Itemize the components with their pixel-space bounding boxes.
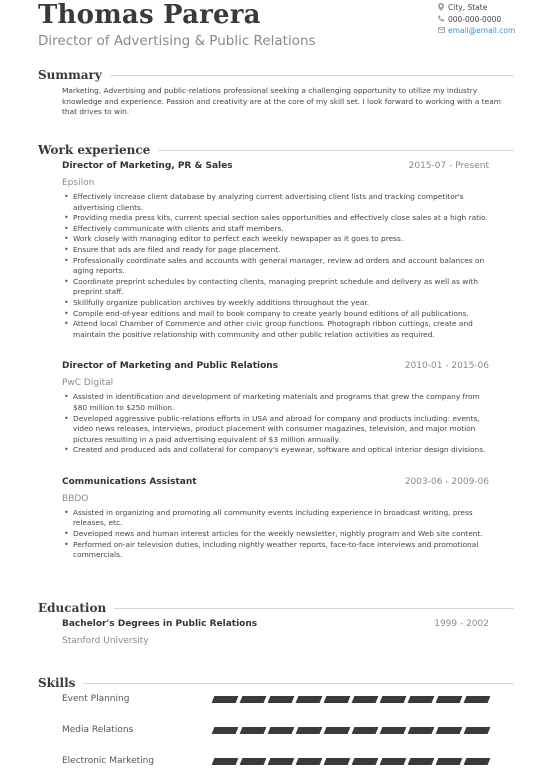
job-bullets [62, 508, 489, 561]
skill-row [62, 754, 489, 768]
education-entry [62, 619, 489, 648]
map-pin-icon [438, 3, 448, 13]
skill-level-segment [240, 727, 267, 734]
skill-row [62, 723, 489, 737]
skill-level-segment [408, 727, 435, 734]
candidate-title: Director of Advertising & Public Relations [38, 33, 316, 49]
skill-level-bar [213, 758, 489, 765]
location-text: City, State [448, 3, 488, 13]
skill-level-segment [352, 696, 379, 703]
job-entry [62, 477, 489, 561]
list-item: • Effectively increase client database by analyzing current advertising client lists and tracking competitor's advertising clients. [62, 192, 489, 213]
skill-level-segment [296, 727, 323, 734]
skill-level-segment [324, 727, 351, 734]
list-item: • Work closely with managing editor to perfect each weekly newspaper as it goes to press. [62, 234, 489, 245]
job-entry [62, 361, 489, 456]
skills-section [38, 676, 514, 776]
list-item: • Assisted in organizing and promoting all community events including experience in broadcast writing, press releases, etc. [62, 508, 489, 529]
skill-level-segment [436, 727, 463, 734]
skill-level-segment [408, 696, 435, 703]
school-name: Stanford University [62, 636, 149, 646]
email-link[interactable]: email@email.com [448, 26, 516, 36]
skill-level-segment [436, 758, 463, 765]
skill-level-segment [268, 696, 295, 703]
list-item: • Compile end-of-year editions and mail to book company to create yearly bound editions of all publications. [62, 309, 489, 320]
summary-heading: Summary [38, 68, 102, 82]
skill-level-bar [213, 727, 489, 734]
skill-level-segment [212, 696, 239, 703]
education-section [38, 601, 514, 648]
list-item: • Attend local Chamber of Commerce and other civic group functions. Photograph ribbon cuttings, create and maintain the positive relationship with community and other public relation activities as required. [62, 319, 489, 340]
job-title: Director of Marketing, PR & Sales [62, 161, 233, 171]
skill-level-segment [268, 727, 295, 734]
education-heading: Education [38, 601, 107, 615]
skill-level-segment [324, 696, 351, 703]
job-date: 2015-07 - Present [408, 161, 489, 171]
skill-level-segment [464, 758, 491, 765]
skill-level-segment [324, 758, 351, 765]
skill-level-segment [352, 727, 379, 734]
skill-level-segment [212, 758, 239, 765]
list-item: • Developed aggressive public-relations efforts in USA and abroad for company and products including: events, video news releases, interviews, product placement with consumer magazines, television, and major motion pictures resulting in a paid advertising equivalent of $3 million annually. [62, 414, 489, 446]
list-item: • Ensure that ads are filed and ready for page placement. [62, 245, 489, 256]
list-item: • Providing media press kits, current special section sales opportunities and effectively close sales at a high ratio. [62, 213, 489, 224]
skill-name: Media Relations [62, 725, 134, 735]
envelope-icon [438, 27, 448, 35]
list-item: • Skillfully organize publication archives by weekly additions throughout the year. [62, 298, 489, 309]
list-item: • Developed news and human interest articles for the weekly newsletter, nightly program and Web site content. [62, 529, 489, 540]
contact-block [438, 2, 515, 37]
contact-email[interactable] [438, 25, 515, 37]
job-bullets [62, 392, 489, 456]
job-company: BBDO [62, 493, 89, 504]
resume-header [38, 0, 438, 50]
skill-level-segment [352, 758, 379, 765]
skill-level-segment [296, 696, 323, 703]
section-divider [83, 683, 514, 684]
section-divider [158, 150, 514, 151]
skill-name: Electronic Marketing [62, 756, 155, 766]
skill-level-segment [380, 727, 407, 734]
skill-level-segment [268, 758, 295, 765]
list-item: • Effectively communicate with clients and staff members. [62, 224, 489, 235]
list-item: • Performed on-air television duties, including nightly weather reports, face-to-face interviews and promotional commercials. [62, 540, 489, 561]
summary-section [38, 68, 514, 118]
list-item: • Assisted in identification and development of marketing materials and programs that grew the company from $80 million to $250 million. [62, 392, 489, 413]
degree-title: Bachelor's Degrees in Public Relations [62, 619, 258, 629]
skill-level-segment [380, 758, 407, 765]
job-bullets [62, 192, 489, 340]
skill-level-segment [464, 696, 491, 703]
skill-row [62, 692, 489, 706]
candidate-name: Thomas Parera [38, 0, 261, 30]
contact-location [438, 2, 515, 14]
skill-level-segment [436, 696, 463, 703]
contact-phone [438, 14, 515, 26]
list-item: • Created and produced ads and collateral for company's eyewear, software and optical interior design divisions. [62, 445, 489, 456]
section-divider [114, 608, 514, 609]
job-company: PwC Digital [62, 378, 114, 389]
job-title: Director of Marketing and Public Relations [62, 361, 279, 372]
skill-level-segment [240, 696, 267, 703]
skill-level-segment [212, 727, 239, 734]
skill-level-segment [408, 758, 435, 765]
skill-level-segment [296, 758, 323, 765]
education-date: 1999 - 2002 [434, 619, 489, 629]
list-item: • Coordinate preprint schedules by contacting clients, managing preprint schedule and delivery as well as with preprint staff. [62, 277, 489, 298]
skill-level-segment [464, 727, 491, 734]
phone-text: 000-000-0000 [448, 14, 502, 24]
job-entry [62, 161, 489, 340]
skill-level-bar [213, 696, 489, 703]
list-item: • Professionally coordinate sales and accounts with general manager, review ad orders and account balances on aging reports. [62, 256, 489, 277]
phone-icon [438, 15, 448, 24]
work-heading: Work experience [38, 143, 151, 157]
job-date: 2003-06 - 2009-06 [404, 476, 489, 487]
summary-text: Marketing, Advertising and public-relations professional seeking a challenging opportunity to utilize my industry knowledge and experience. Passion and creativity are at the core of my skill set. I look forward to working with a team that drives to win. [62, 86, 501, 117]
job-company: Epsilon [62, 178, 95, 188]
skill-name: Event Planning [62, 694, 130, 704]
job-date: 2010-01 - 2015-06 [404, 361, 489, 372]
skill-level-segment [240, 758, 267, 765]
work-section [38, 143, 514, 561]
skills-heading: Skills [38, 676, 76, 690]
job-title: Communications Assistant [62, 476, 197, 487]
skill-level-segment [380, 696, 407, 703]
section-divider [110, 75, 514, 76]
